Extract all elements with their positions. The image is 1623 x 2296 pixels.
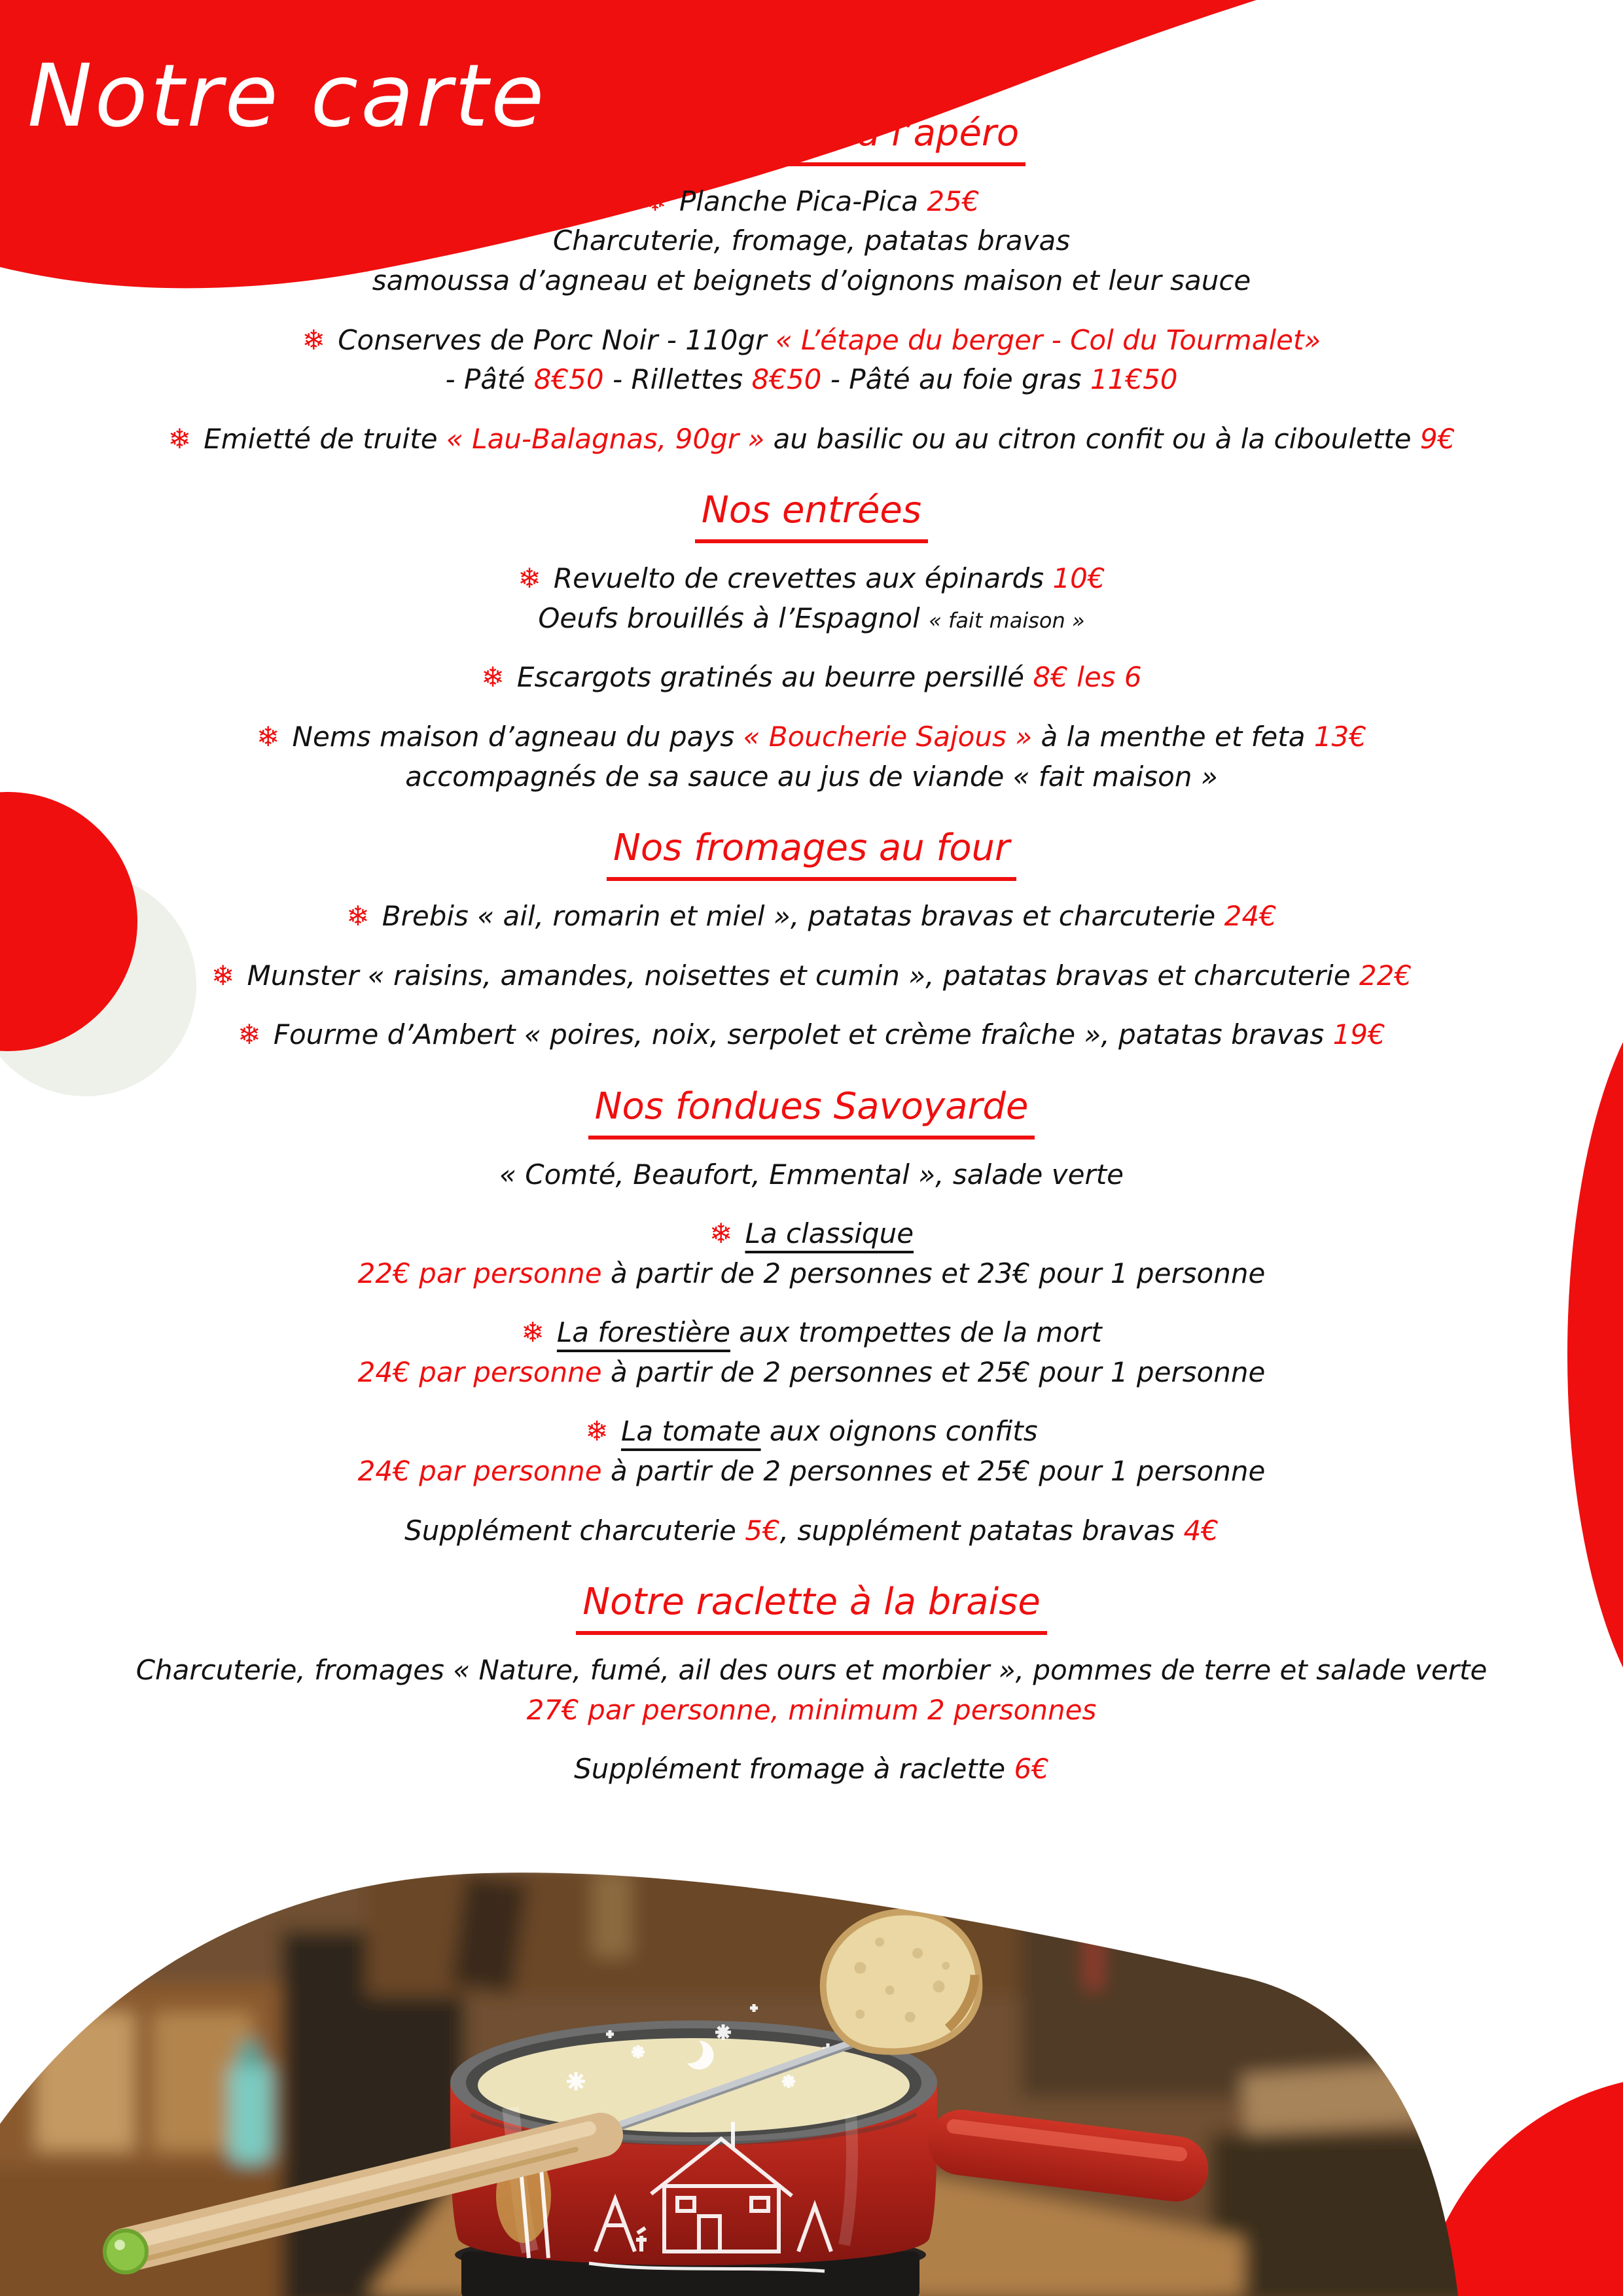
- menu-text-red: 13€: [1313, 720, 1366, 753]
- snowflake-icon: ❄: [518, 562, 541, 595]
- menu-text-red: 22€ par personne: [357, 1257, 602, 1289]
- menu-text: au basilic ou au citron confit ou à la ciboulette: [764, 422, 1420, 455]
- menu-text-red: 19€: [1332, 1018, 1385, 1051]
- menu-text-red: 8€ les 6: [1033, 661, 1142, 694]
- menu-text: Charcuterie, fromages « Nature, fumé, ail des ours et morbier », pommes de terre et salade verte: [135, 1654, 1488, 1687]
- menu-text-red: 9€: [1419, 422, 1455, 455]
- menu-text-red: 5€: [745, 1514, 780, 1547]
- snowflake-icon: ❄: [168, 422, 191, 455]
- menu-text: Escargots gratinés au beurre persillé: [516, 661, 1033, 694]
- menu-text-red: 24€: [1224, 899, 1277, 932]
- menu-text-red: 8€50: [533, 363, 604, 396]
- menu-text-red: 24€ par personne: [357, 1455, 602, 1488]
- menu-text-red: 10€: [1052, 562, 1105, 595]
- menu-text-red: 25€: [927, 185, 980, 217]
- menu-text: « fait maison »: [929, 607, 1085, 633]
- menu-text: Supplément fromage à raclette: [574, 1753, 1014, 1785]
- menu-text: Conserves de Porc Noir - 110gr: [338, 323, 776, 356]
- snowflake-icon: ❄: [302, 323, 325, 356]
- menu-text-red: « Boucherie Sajous »: [743, 720, 1033, 753]
- section-heading-label: A partager ... à l’apéro: [597, 112, 1026, 166]
- menu-text: samoussa d’agneau et beignets d’oignons maison et leur sauce: [372, 264, 1251, 296]
- page-title: Notre carte: [27, 46, 547, 147]
- menu-text: La tomate: [620, 1415, 761, 1448]
- menu-text: Nems maison d’agneau du pays: [292, 720, 743, 753]
- snowflake-icon: ❄: [481, 661, 505, 694]
- menu-text: aux trompettes de la mort: [730, 1316, 1102, 1349]
- menu-text: La classique: [745, 1217, 914, 1250]
- section-heading-label: Nos fondues Savoyarde: [588, 1085, 1035, 1139]
- menu-text: , supplément patatas bravas: [779, 1514, 1184, 1547]
- menu-text: Charcuterie, fromage, patatas bravas: [552, 224, 1071, 257]
- menu-text: La forestière: [556, 1316, 730, 1349]
- snowflake-icon: ❄: [585, 1415, 609, 1448]
- menu-text: Planche Pica-Pica: [679, 185, 927, 217]
- menu-text: à partir de 2 personnes et 25€ pour 1 personne: [601, 1355, 1266, 1388]
- snowflake-icon: ❄: [709, 1217, 733, 1250]
- menu-text: aux oignons confits: [760, 1415, 1038, 1448]
- menu-text-red: 8€50: [751, 363, 822, 396]
- menu-text: Munster « raisins, amandes, noisettes et cumin », patatas bravas et charcuterie: [247, 959, 1359, 992]
- cheese-surface: [478, 2038, 910, 2132]
- menu-text-red: 24€ par personne: [357, 1355, 602, 1388]
- snowflake-icon: ❄: [643, 185, 667, 217]
- menu-text: - Pâté au foie gras: [821, 363, 1090, 396]
- menu-text: accompagnés de sa sauce au jus de viande « fait maison »: [405, 760, 1218, 793]
- menu-text-red: 6€: [1014, 1753, 1049, 1785]
- section-heading-label: Nos entrées: [695, 489, 928, 543]
- menu-text: à la menthe et feta: [1032, 720, 1314, 753]
- menu-text: Revuelto de crevettes aux épinards: [553, 562, 1053, 595]
- menu-text-red: « L’étape du berger - Col du Tourmalet»: [775, 323, 1321, 356]
- menu-text: Supplément charcuterie: [404, 1514, 745, 1547]
- menu-text: à partir de 2 personnes et 23€ pour 1 personne: [601, 1257, 1266, 1289]
- menu-text-red: « Lau-Balagnas, 90gr »: [446, 422, 765, 455]
- menu-text-red: 22€: [1359, 959, 1412, 992]
- menu-text-red: 4€: [1183, 1514, 1219, 1547]
- section-heading-label: Nos fromages au four: [607, 827, 1016, 881]
- menu-text: Fourme d’Ambert « poires, noix, serpolet et crème fraîche », patatas bravas: [273, 1018, 1333, 1051]
- menu-text: Oeufs brouillés à l’Espagnol: [538, 601, 929, 634]
- snowflake-icon: ❄: [256, 720, 280, 753]
- menu-text-red: 11€50: [1090, 363, 1178, 396]
- section-heading-label: Notre raclette à la braise: [576, 1581, 1047, 1635]
- snowflake-icon: ❄: [211, 959, 235, 992]
- menu-text: - Rillettes: [603, 363, 752, 396]
- menu-text: Emietté de truite: [204, 422, 446, 455]
- menu-text-red: 27€ par personne, minimum 2 personnes: [526, 1693, 1097, 1726]
- menu-text: « Comté, Beaufort, Emmental », salade verte: [499, 1158, 1124, 1191]
- fork-handle-green-tip: [105, 2231, 147, 2272]
- snowflake-icon: ❄: [238, 1018, 261, 1051]
- snowflake-icon: ❄: [346, 899, 370, 932]
- menu-text: - Pâté: [445, 363, 534, 396]
- menu-text: à partir de 2 personnes et 25€ pour 1 personne: [601, 1455, 1266, 1488]
- menu-text: Brebis « ail, romarin et miel », patatas bravas et charcuterie: [382, 899, 1224, 932]
- snowflake-icon: ❄: [521, 1316, 544, 1349]
